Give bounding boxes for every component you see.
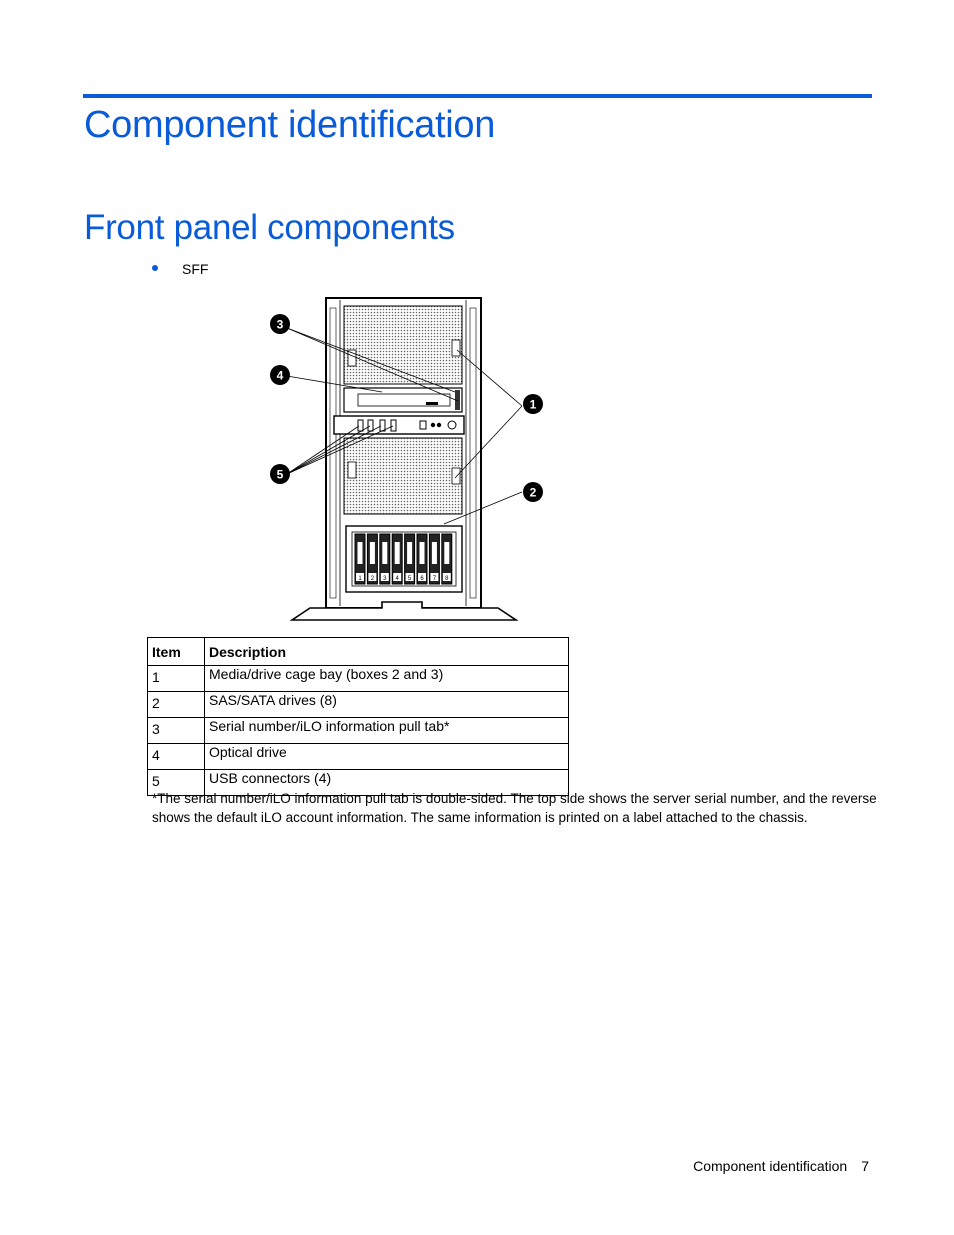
drive-number: 6 [420, 576, 424, 582]
drive-number: 3 [383, 576, 387, 582]
header-item: Item [148, 638, 205, 666]
cell-description: Serial number/iLO information pull tab* [205, 718, 569, 744]
sff-drive [355, 534, 365, 584]
footer-label: Component identification [693, 1158, 848, 1174]
table-row [148, 744, 569, 770]
drive-number: 1 [358, 576, 362, 582]
cell-item: 2 [148, 692, 205, 718]
drive-number: 7 [432, 576, 437, 582]
component-table [147, 637, 569, 796]
drive-number: 8 [445, 576, 449, 582]
callout-1 [523, 394, 543, 414]
callout-5 [270, 464, 290, 484]
table-row [148, 718, 569, 744]
sff-drive [417, 534, 427, 584]
lower-drive-cage-bay [344, 438, 462, 514]
cell-item: 3 [148, 718, 205, 744]
sff-drive [392, 534, 402, 584]
cell-item: 5 [148, 770, 205, 796]
cell-description: USB connectors (4) [205, 770, 569, 796]
svg-text:3: 3 [276, 317, 284, 332]
sff-drive [380, 534, 390, 584]
cell-description: SAS/SATA drives (8) [205, 692, 569, 718]
drive-number: 2 [370, 576, 375, 582]
drive-number: 5 [407, 576, 412, 582]
svg-text:2: 2 [529, 485, 537, 500]
sff-drive [429, 534, 439, 584]
header-description: Description [205, 638, 569, 666]
svg-text:1: 1 [529, 397, 537, 412]
bullet-icon [152, 265, 158, 271]
callout-2 [523, 482, 543, 502]
page-number: 7 [861, 1158, 869, 1174]
svg-text:5: 5 [276, 467, 284, 482]
table-row [148, 692, 569, 718]
sff-drive [442, 534, 452, 584]
bullet-item [152, 261, 208, 277]
usb-control-panel [334, 416, 464, 434]
page-footer [693, 1158, 869, 1174]
table-header-row [148, 638, 569, 666]
table-row [148, 666, 569, 692]
server-front-panel-figure [262, 296, 537, 624]
callout-4 [270, 365, 290, 385]
chapter-title: Component identification [84, 104, 496, 146]
callout-3 [270, 314, 290, 334]
cell-item: 1 [148, 666, 205, 692]
section-title: Front panel components [84, 208, 455, 247]
cell-item: 4 [148, 744, 205, 770]
table-footnote: *The serial number/iLO information pull tab is double-sided. The top side shows the server serial number, and the reverse shows the default iLO account information. The same information is printed on a label attached to the chassis. [152, 791, 877, 825]
chapter-rule [83, 94, 872, 98]
optical-drive [344, 388, 462, 412]
svg-text:4: 4 [276, 368, 284, 383]
cell-description: Media/drive cage bay (boxes 2 and 3) [205, 666, 569, 692]
sff-drive [367, 534, 377, 584]
drive-number: 4 [395, 576, 399, 582]
cell-description: Optical drive [205, 744, 569, 770]
sff-drive [405, 534, 415, 584]
bullet-label: SFF [182, 261, 209, 277]
